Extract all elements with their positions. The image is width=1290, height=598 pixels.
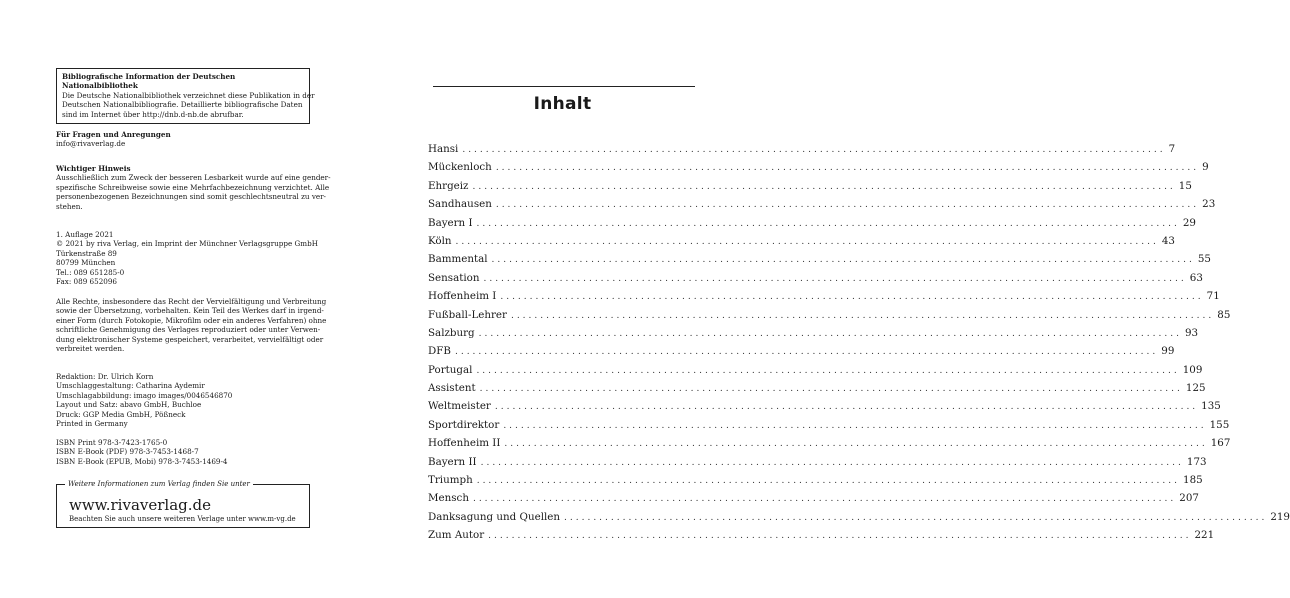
toc-entry-page: 7 [1168, 143, 1176, 155]
dnb-line: Deutschen Nationalbibliografie. Detaillierte bibliografische Daten [62, 100, 303, 110]
toc-entry[interactable] [428, 489, 1199, 507]
toc-entry[interactable] [428, 453, 1207, 471]
toc-entry-title: Hoffenheim II [428, 437, 501, 450]
toc-entry-title: Assistent [428, 382, 476, 395]
toc-entry[interactable] [428, 214, 1196, 232]
toc-leader-dots: ........................................................................................................................ [483, 273, 1187, 284]
publisher-line: Fax: 089 652096 [56, 277, 117, 287]
rights-line: dung elektronischer Systeme gespeichert, verarbeitet, vervielfältigt oder [56, 334, 324, 344]
isbn-line: ISBN E-Book (PDF) 978-3-7453-1468-7 [56, 447, 199, 457]
rights-line: einer Form (durch Fotokopie, Mikrofilm oder ein anderes Verfahren) ohne [56, 315, 327, 325]
toc-entry-page: 99 [1161, 345, 1175, 358]
website-url[interactable]: www.rivaverlag.de [69, 496, 212, 514]
rights-line: verbreitet werden. [56, 344, 125, 354]
toc-entry-page: 207 [1179, 492, 1199, 505]
toc-entry-page: 155 [1209, 418, 1230, 431]
toc-leader-dots: ........................................................................................................................ [564, 512, 1268, 523]
toc-entry[interactable] [428, 158, 1209, 176]
credits-line: Printed in Germany [56, 419, 128, 429]
publisher-website-box [56, 480, 310, 528]
isbn-block [56, 438, 318, 466]
contact-block [56, 130, 318, 149]
toc-entry-title: Danksagung und Quellen [428, 510, 561, 523]
toc-leader-dots: ........................................................................................................................ [472, 181, 1176, 192]
toc-entry-page: 29 [1182, 216, 1196, 229]
credits-block [56, 372, 318, 428]
toc-entry-title: DFB [428, 345, 451, 358]
toc-entry-page: 15 [1178, 179, 1192, 192]
rights-line: Alle Rechte, insbesondere das Recht der Vervielfältigung und Verbreitung [56, 297, 327, 306]
website-note: Beachten Sie auch unsere weiteren Verlage unter www.m-vg.de [69, 515, 296, 523]
toc-entry-page: 71 [1206, 290, 1220, 303]
toc-entry[interactable] [428, 508, 1290, 526]
toc-entry-title: Köln [428, 234, 452, 247]
isbn-line: ISBN E-Book (EPUB, Mobi) 978-3-7453-1469-4 [56, 456, 228, 466]
notice-line: spezifische Schreibweise sowie eine Mehrfachbezeichnung verzichtet. Alle [56, 182, 330, 192]
toc-entry[interactable] [428, 324, 1199, 342]
toc-entry-title: Triumph [428, 474, 473, 487]
toc-entry[interactable] [428, 140, 1176, 158]
notice-line: stehen. [56, 201, 83, 211]
publisher-line: 80799 München [56, 258, 116, 268]
credits-line: Redaktion: Dr. Ulrich Korn [56, 372, 154, 381]
toc-entry[interactable] [428, 397, 1221, 415]
toc-entry[interactable] [428, 195, 1216, 213]
publisher-line: © 2021 by riva Verlag, ein Imprint der Münchner Verlagsgruppe GmbH [56, 239, 318, 249]
toc-entry-title: Mensch [428, 492, 469, 505]
toc-entry[interactable] [428, 471, 1203, 489]
toc-leader-dots: ........................................................................................................................ [476, 218, 1180, 229]
notice-line: personenbezogenen Bezeichnungen sind somit geschlechtsneutral zu ver- [56, 192, 326, 202]
website-caption: Weitere Informationen zum Verlag finden Sie unter [65, 479, 253, 489]
toc-entry-title: Portugal [428, 363, 473, 376]
toc-leader-dots: ........................................................................................................................ [510, 310, 1215, 321]
credits-line: Umschlagabbildung: imago images/0046546870 [56, 390, 233, 400]
toc-entry-page: 93 [1184, 326, 1199, 339]
toc-entry-page: 135 [1201, 400, 1221, 413]
table-of-contents [428, 140, 1290, 545]
toc-leader-dots: ........................................................................................................................ [478, 328, 1182, 339]
toc-entry[interactable] [428, 342, 1175, 360]
toc-entry-page: 221 [1194, 529, 1215, 542]
publisher-line: 1. Auflage 2021 [56, 230, 114, 239]
toc-entry-title: Mückenloch [428, 161, 492, 174]
notice-line: Ausschließlich zum Zweck der besseren Lesbarkeit wurde auf eine gender- [56, 173, 331, 183]
toc-entry-title: Weltmeister [428, 400, 491, 413]
toc-leader-dots: ........................................................................................................................ [455, 236, 1159, 247]
toc-entry-title: Bayern I [428, 216, 473, 229]
toc-heading: Inhalt [533, 94, 592, 114]
toc-entry[interactable] [428, 177, 1192, 195]
toc-entry[interactable] [428, 250, 1211, 268]
credits-line: Layout und Satz: abavo GmbH, Buchloe [56, 400, 202, 410]
toc-entry-title: Salzburg [428, 326, 475, 339]
toc-entry-page: 55 [1197, 253, 1211, 266]
toc-entry[interactable] [428, 232, 1175, 250]
publisher-block [56, 230, 318, 286]
toc-entry-page: 63 [1189, 271, 1203, 284]
publisher-line: Türkenstraße 89 [56, 248, 117, 258]
dnb-title: Bibliografische Information der Deutschen Nationalbibliothek [62, 72, 236, 91]
toc-leader-dots: ........................................................................................................................ [488, 531, 1192, 542]
toc-leader-dots: ........................................................................................................................ [500, 292, 1204, 303]
toc-entry-title: Bammental [428, 253, 488, 266]
contact-title: Für Fragen und Anregungen [56, 130, 171, 139]
dnb-info-box [56, 68, 315, 124]
toc-entry-page: 23 [1202, 198, 1216, 211]
dnb-line: Die Deutsche Nationalbibliothek verzeichnet diese Publikation in der [62, 90, 315, 100]
toc-leader-dots: ........................................................................................................................ [480, 457, 1184, 468]
toc-entry-title: Zum Autor [428, 529, 485, 542]
toc-leader-dots: ........................................................................................................................ [494, 402, 1199, 413]
toc-leader-dots: ........................................................................................................................ [503, 420, 1207, 431]
contact-email: info@rivaverlag.de [56, 139, 126, 149]
toc-entry-page: 109 [1182, 363, 1203, 376]
toc-entry[interactable] [428, 434, 1231, 452]
toc-entry-page: 185 [1183, 474, 1203, 487]
toc-entry[interactable] [428, 287, 1220, 305]
top-divider [433, 86, 695, 87]
toc-leader-dots: ........................................................................................................................ [476, 365, 1180, 376]
toc-entry-page: 167 [1210, 437, 1231, 450]
toc-entry-title: Bayern II [428, 455, 477, 468]
toc-leader-dots: ........................................................................................................................ [495, 163, 1200, 174]
toc-leader-dots: ........................................................................................................................ [504, 439, 1208, 450]
toc-entry[interactable] [428, 269, 1203, 287]
toc-entry[interactable] [428, 526, 1215, 544]
toc-entry-page: 219 [1270, 510, 1290, 523]
credits-line: Druck: GGP Media GmbH, Pößneck [56, 409, 186, 419]
toc-entry-page: 9 [1202, 161, 1209, 174]
notice-title: Wichtiger Hinweis [56, 164, 131, 173]
notice-block [56, 164, 331, 211]
dnb-line: sind im Internet über http://dnb.d-nb.de abrufbar. [62, 109, 244, 119]
toc-leader-dots: ........................................................................................................................ [472, 494, 1177, 505]
toc-entry[interactable] [428, 416, 1230, 434]
toc-leader-dots: ........................................................................................................................ [495, 200, 1200, 211]
toc-entry[interactable] [428, 306, 1231, 324]
rights-line: sowie der Übersetzung, vorbehalten. Kein Teil des Werkes darf in irgend- [56, 306, 324, 316]
toc-entry-title: Hansi [428, 143, 459, 155]
toc-entry[interactable] [428, 379, 1206, 397]
toc-leader-dots: ........................................................................................................................ [491, 255, 1195, 266]
toc-entry-page: 173 [1186, 455, 1207, 468]
toc-entry-page: 125 [1185, 382, 1206, 395]
toc-entry-title: Fußball-Lehrer [428, 308, 507, 321]
toc-entry-title: Ehrgeiz [428, 179, 469, 192]
publisher-line: Tel.: 089 651285-0 [56, 267, 125, 277]
toc-leader-dots: ........................................................................................................................ [476, 476, 1181, 487]
toc-entry[interactable] [428, 361, 1203, 379]
toc-leader-dots: ........................................................................................................................ [462, 145, 1166, 155]
toc-entry-title: Sportdirektor [428, 418, 500, 431]
toc-entry-title: Hoffenheim I [428, 290, 497, 303]
toc-leader-dots: ........................................................................................................................ [479, 384, 1183, 395]
rights-block [56, 297, 327, 354]
credits-line: Umschlaggestaltung: Catharina Aydemir [56, 381, 205, 391]
imprint-page [0, 0, 375, 598]
contents-page [375, 0, 1290, 598]
toc-entry-title: Sandhausen [428, 198, 492, 211]
toc-entry-page: 43 [1161, 234, 1175, 247]
rights-line: schriftliche Genehmigung des Verlages reproduziert oder unter Verwen- [56, 325, 321, 335]
isbn-line: ISBN Print 978-3-7423-1765-0 [56, 438, 168, 447]
toc-leader-dots: ........................................................................................................................ [454, 347, 1159, 358]
toc-entry-title: Sensation [428, 271, 480, 284]
toc-entry-page: 85 [1217, 308, 1231, 321]
